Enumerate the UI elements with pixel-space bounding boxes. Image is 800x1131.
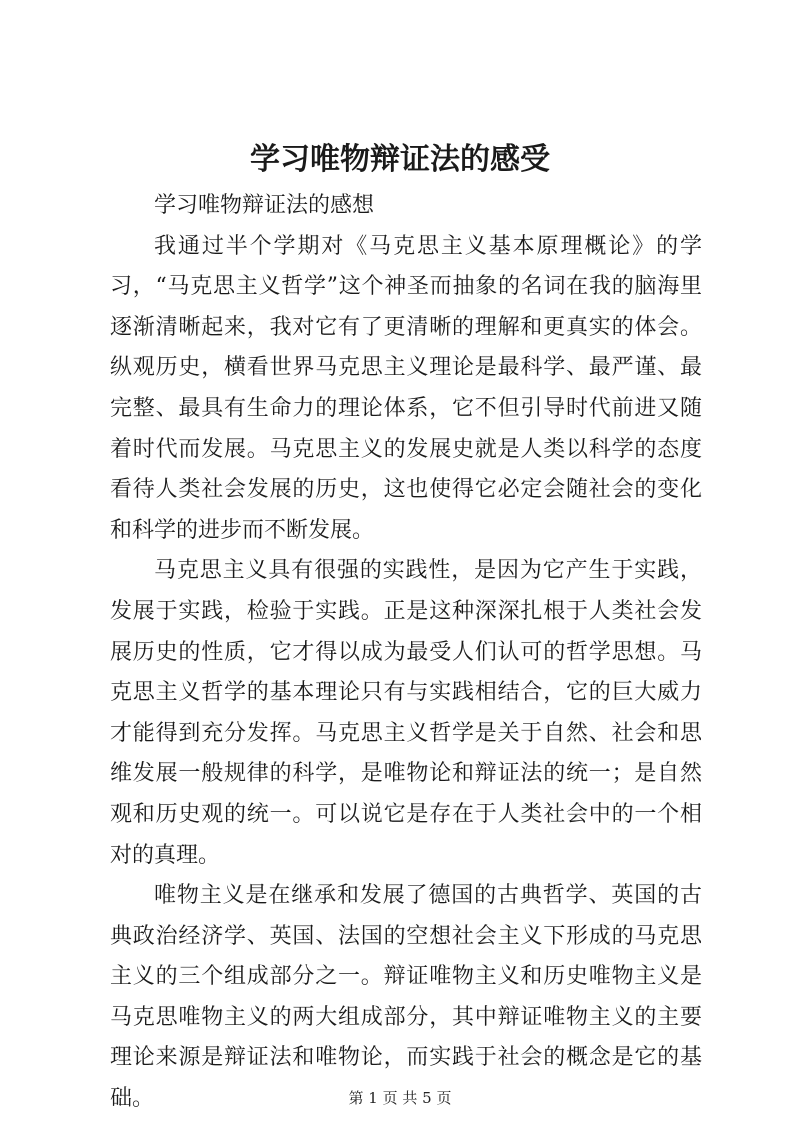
paragraph: 唯物主义是在继承和发展了德国的古典哲学、英国的古典政治经济学、英国、法国的空想社会主义下形成的马克思主义的三个组成部分之一。辩证唯物主义和历史唯物主义是马克思唯物主义的两大组成部分，其中辩证唯物主义的主要理论来源是辩证法和唯物论，而实践于社会的概念是它的基础。: [110, 883, 702, 1112]
page-number-footer: 第 1 页 共 5 页: [348, 1089, 452, 1107]
paragraph: 马克思主义具有很强的实践性，是因为它产生于实践，发展于实践，检验于实践。正是这种深深扎根于人类社会发展历史的性质，它才得以成为最受人们认可的哲学思想。马克思主义哲学的基本理论只有与实践相结合，它的巨大威力才能得到充分发挥。马克思主义哲学是关于自然、社会和思维发展一般规律的科学，是唯物论和辩证法的统一；是自然观和历史观的统一。可以说它是存在于人类社会中的一个相对的真理。: [110, 558, 702, 868]
paragraph-subtitle: 学习唯物辩证法的感想: [154, 193, 375, 218]
paragraph: 我通过半个学期对《马克思主义基本原理概论》的学习，“马克思主义哲学”这个神圣而抽象的名词在我的脑海里逐渐清晰起来，我对它有了更清晰的理解和更真实的体会。纵观历史，横看世界马克思主义理论是最科学、最严谨、最完整、最具有生命力的理论体系，它不但引导时代前进又随着时代而发展。马克思主义的发展史就是人类以科学的态度看待人类社会发展的历史，这也使得它必定会随社会的变化和科学的进步而不断发展。: [110, 233, 702, 543]
document-title: 学习唯物辩证法的感受: [250, 142, 550, 177]
document-body: [110, 186, 702, 1120]
